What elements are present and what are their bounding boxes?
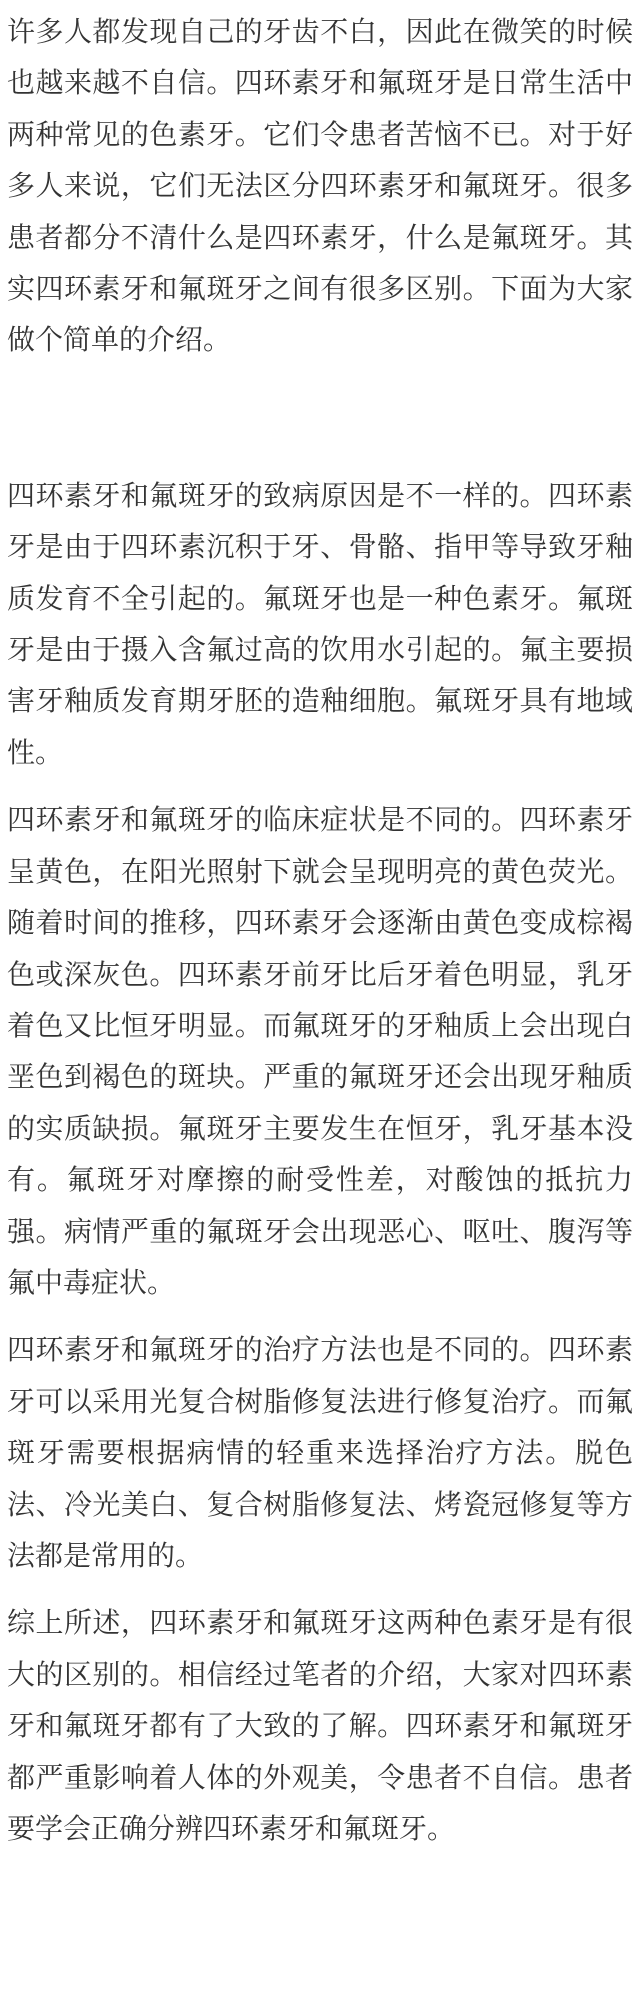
paragraph-conclusion: 综上所述，四环素牙和氟斑牙这两种色素牙是有很大的区别的。相信经过笔者的介绍，大家对四环素牙和氟斑牙都有了大致的了解。四环素牙和氟斑牙都严重影响着人体的外观美，令患者不自信。患者要学会正确分辨四环素牙和氟斑牙。	[7, 1606, 633, 1845]
paragraph-symptoms: 四环素牙和氟斑牙的临床症状是不同的。四环素牙呈黄色，在阳光照射下就会呈现明亮的黄色荧光。随着时间的推移，四环素牙会逐渐由黄色变成棕褐色或深灰色。四环素牙前牙比后牙着色明显，乳牙着色又比恒牙明显。而氟斑牙的牙釉质上会出现白垩色到褐色的斑块。严重的氟斑牙还会出现牙釉质的实质缺损。氟斑牙主要发生在恒牙，乳牙基本没有。氟斑牙对摩擦的耐受性差，对酸蚀的抵抗力强。病情严重的氟斑牙会出现恶心、呕吐、腹泻等氟中毒症状。	[7, 803, 633, 1299]
paragraph-intro: 许多人都发现自己的牙齿不白，因此在微笑的时候也越来越不自信。四环素牙和氟斑牙是日常生活中两种常见的色素牙。它们令患者苦恼不已。对于好多人来说，它们无法区分四环素牙和氟斑牙。很多患者都分不清什么是四环素牙，什么是氟斑牙。其实四环素牙和氟斑牙之间有很多区别。下面为大家做个简单的介绍。	[7, 15, 633, 357]
article-body	[0, 6, 640, 1854]
paragraph-treatment: 四环素牙和氟斑牙的治疗方法也是不同的。四环素牙可以采用光复合树脂修复法进行修复治疗。而氟斑牙需要根据病情的轻重来选择治疗方法。脱色法、冷光美白、复合树脂修复法、烤瓷冠修复等方法都是常用的。	[7, 1333, 633, 1572]
paragraph-causes: 四环素牙和氟斑牙的致病原因是不一样的。四环素牙是由于四环素沉积于牙、骨骼、指甲等导致牙釉质发育不全引起的。氟斑牙也是一种色素牙。氟斑牙是由于摄入含氟过高的饮用水引起的。氟主要损害牙釉质发育期牙胚的造釉细胞。氟斑牙具有地域性。	[7, 478, 633, 769]
